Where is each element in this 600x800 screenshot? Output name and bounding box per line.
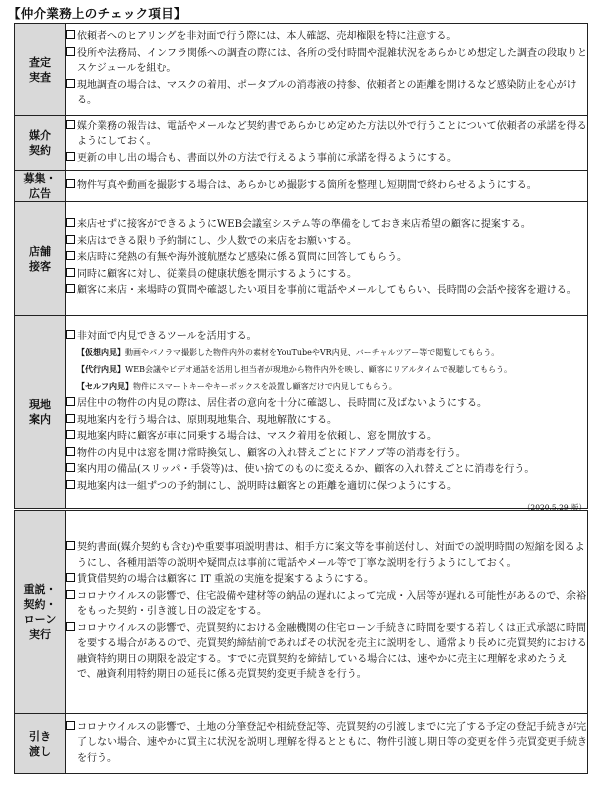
check-item: 現地案内時に顧客が車に同乗する場合は、マスク着用を依頼し、窓を開放する。 — [66, 429, 587, 445]
checklist-table-contract — [14, 510, 588, 774]
check-item: 来店はできる限り予約制にし、少人数での来店をお願いする。 — [66, 234, 587, 250]
section-row-assessment — [15, 24, 588, 116]
check-item: 現地案内は一組ずつの予約制にし、説明時は顧客との距離を適切に保つようにする。 — [66, 479, 587, 495]
check-item: 同時に顧客に対し、従業員の健康状態を開示するようにする。 — [66, 267, 587, 283]
section-label: 査定 実査 — [15, 24, 66, 116]
check-item: コロナウイルスの影響で、土地の分筆登記や相続登記等、売買契約の引渡しまでに完了する予定の登記手続きが完了しない場合、速やかに買主に状況を説明し理解を得るとともに、物件引渡し期日等の変更を伴う売買変更手続きを行う。 — [66, 720, 587, 767]
section-row-viewing — [15, 316, 588, 509]
section-row-contract — [15, 511, 588, 714]
sub-item: 【仮想内見】動画やパノラマ撮影した物件内外の素材をYouTubeやVR内見、バーチャルツアー等で閲覧してもらう。 — [77, 347, 500, 358]
check-item: 顧客に来店・来場時の質問や確認したい項目を事前に電話やメールしてもらい、長時間の会話や接客を避ける。 — [66, 283, 587, 299]
checkbox-icon — [66, 251, 75, 260]
check-item: 現地調査の場合は、マスクの着用、ポータブルの消毒液の持参、依頼者との距離を開けるなど感染防止を心がける。 — [66, 78, 587, 109]
section-label: 引き 渡し — [15, 714, 66, 774]
checkbox-icon — [66, 30, 75, 39]
checkbox-icon — [66, 573, 75, 582]
section-body — [66, 116, 588, 171]
checklist-table-main — [14, 23, 588, 509]
check-item: 契約書面(媒介契約も含む)や重要事項説明書は、相手方に案文等を事前送付し、対面での説明時間の短縮を図るようにし、各種用語等の説明や疑問点は事前に電話やメール等で丁寧な説明を行うようにしておく。 — [66, 540, 587, 571]
date-note: （2020.5.29 版） — [522, 503, 586, 512]
check-item: 媒介業務の報告は、電話やメールなど契約書であらかじめ定めた方法以外で行うことについて依頼者の承諾を得るようにしておく。 — [66, 119, 587, 150]
section-label: 現地 案内 — [15, 316, 66, 509]
checkbox-icon — [66, 430, 75, 439]
check-item: 役所や法務局、インフラ関係への調査の際には、各所の受付時間や混雑状況をあらかじめ想定した調査の段取りとスケジュールを組む。 — [66, 46, 587, 77]
checkbox-icon — [66, 463, 75, 472]
section-label: 重説・ 契約・ ローン 実行 — [15, 511, 66, 714]
checkbox-icon — [66, 447, 75, 456]
checkbox-icon — [66, 541, 75, 550]
section-label: 募集・ 広告 — [15, 171, 66, 202]
sub-item: 【セルフ内見】物件にスマートキーやキーボックスを設置し顧客だけで内見してもらう。 — [77, 381, 397, 392]
check-item: 物件の内見中は窓を開け常時換気し、顧客の入れ替えごとにドアノブ等の消毒を行う。 — [66, 446, 587, 462]
section-body — [66, 171, 588, 202]
section-body — [66, 316, 588, 509]
check-item: 案内用の備品(スリッパ・手袋等)は、使い捨てのものに変えるか、顧客の入れ替えごとに消毒を行う。 — [66, 462, 587, 478]
section-label: 店舗 接客 — [15, 202, 66, 316]
check-item: 更新の申し出の場合も、書面以外の方法で行えるよう事前に承諾を得るようにする。 — [66, 151, 587, 167]
section-row-brokerage — [15, 116, 588, 171]
checkbox-icon — [66, 721, 75, 730]
checkbox-icon — [66, 590, 75, 599]
checkbox-icon — [66, 218, 75, 227]
check-item: 現地案内を行う場合は、原則現地集合、現地解散にする。 — [66, 413, 587, 429]
sub-item: 【代行内見】WEB会議やビデオ通話を活用し担当者が現地から物件内外を映し、顧客にリアルタイムで視聴してもらう。 — [77, 364, 512, 375]
checkbox-icon — [66, 480, 75, 489]
checkbox-icon — [66, 268, 75, 277]
section-label: 媒介 契約 — [15, 116, 66, 171]
check-item: コロナウイルスの影響で、住宅設備や建材等の納品の遅れによって完成・入居等が遅れる可能性があるので、余裕をもった契約・引き渡し日の設定をする。 — [66, 589, 587, 620]
section-row-advertising — [15, 171, 588, 202]
check-item: 非対面で内見できるツールを活用する。 — [66, 329, 587, 345]
checkbox-icon — [66, 622, 75, 631]
checkbox-icon — [66, 47, 75, 56]
check-item: コロナウイルスの影響で、売買契約における金融機関の住宅ローン手続きに時間を要する若しくは正式承認に時間を要する場合があるので、売買契約締結前であればその状況を売主に説明をし、通常より長めに売買契約における融資特約期日の期限を設定する。すでに売買契約を締結している場合には、速やかに売主に理解を求めたうえで、融資利用特約期日の延長に係る売買契約変更手続きを行う。 — [66, 621, 587, 683]
page-title: 【仲介業務上のチェック項目】 — [8, 6, 187, 21]
check-item: 依頼者へのヒアリングを非対面で行う際には、本人確認、売却権限を特に注意する。 — [66, 29, 587, 45]
checkbox-icon — [66, 152, 75, 161]
section-body — [66, 714, 588, 774]
section-body — [66, 24, 588, 116]
check-item: 賃貸借契約の場合は顧客に IT 重説の実施を提案するようにする。 — [66, 572, 587, 588]
section-body — [66, 202, 588, 316]
section-row-handover — [15, 714, 588, 774]
checkbox-icon — [66, 120, 75, 129]
checkbox-icon — [66, 79, 75, 88]
section-body — [66, 511, 588, 714]
checkbox-icon — [66, 179, 75, 188]
check-item: 来店時に発熱の有無や海外渡航歴など感染に係る質問に回答してもらう。 — [66, 250, 587, 266]
check-item: 物件写真や動画を撮影する場合は、あらかじめ撮影する箇所を整理し短期間で終わらせるようにする。 — [66, 178, 587, 194]
check-item: 居住中の物件の内見の際は、居住者の意向を十分に確認し、長時間に及ばないようにする。 — [66, 396, 587, 412]
check-item: 来店せずに接客ができるようにWEB会議室システム等の準備をしておき来店希望の顧客に提案する。 — [66, 217, 587, 233]
checkbox-icon — [66, 397, 75, 406]
checkbox-icon — [66, 414, 75, 423]
checkbox-icon — [66, 330, 75, 339]
checkbox-icon — [66, 284, 75, 293]
checkbox-icon — [66, 235, 75, 244]
section-row-store — [15, 202, 588, 316]
